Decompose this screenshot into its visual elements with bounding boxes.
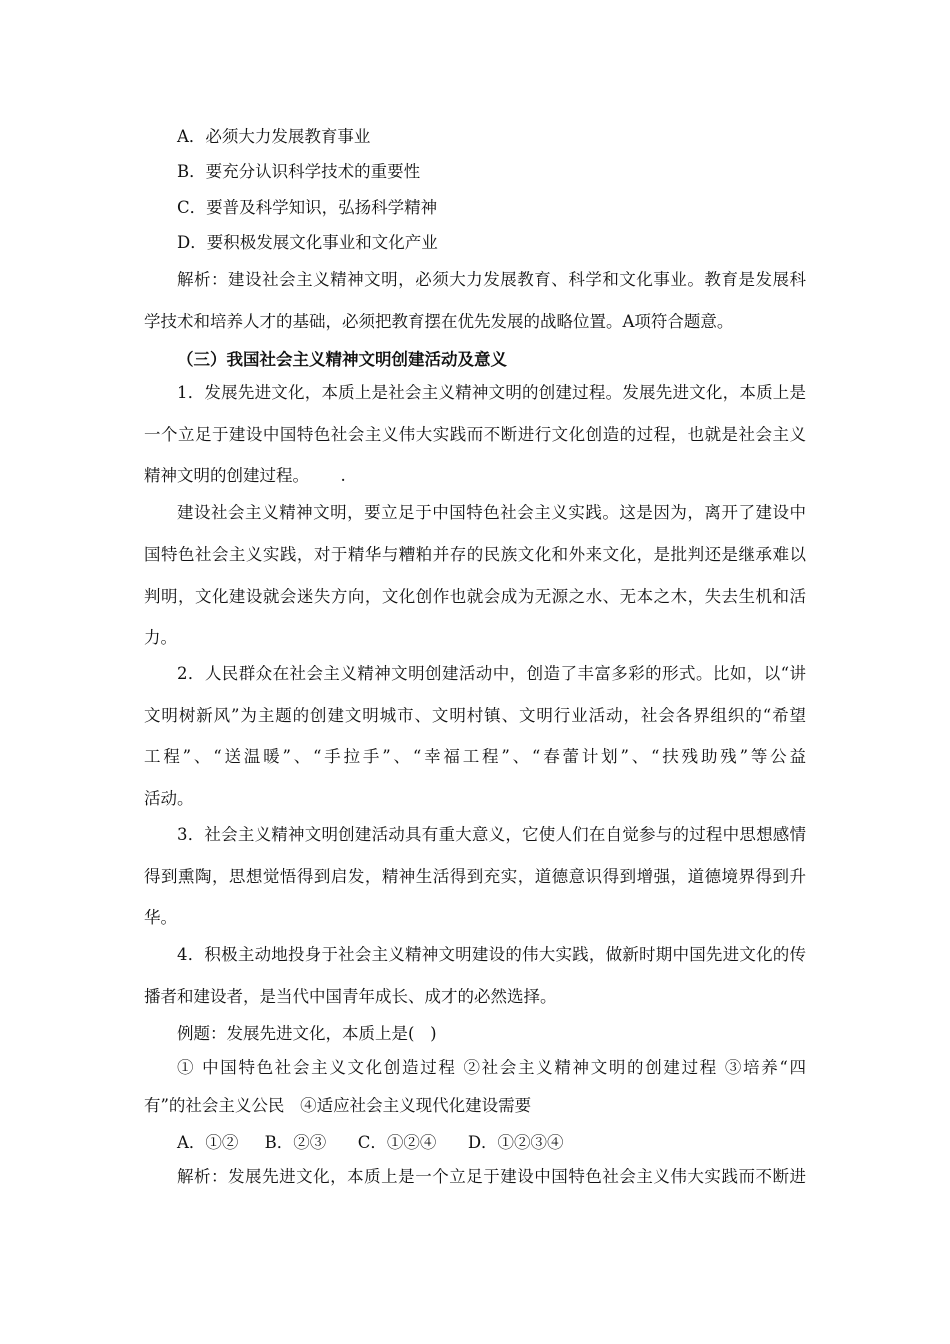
option-b: B．要充分认识科学技术的重要性	[177, 162, 421, 181]
point3-line2: 得到熏陶，思想觉悟得到启发，精神生活得到充实，道德意识得到增强，道德境界得到升	[144, 867, 806, 886]
example-items-line2: 有”的社会主义公民 ④适应社会主义现代化建设需要	[144, 1096, 532, 1115]
analysis2-line1: 解析：发展先进文化，本质上是一个立足于建设中国特色社会主义伟大实践而不断进	[177, 1167, 806, 1186]
practice-line3: 判明，文化建设就会迷失方向，文化创作也就会成为无源之水、无本之木，失去生机和活	[144, 587, 806, 606]
point1-line1: 1．发展先进文化，本质上是社会主义精神文明的创建过程。发展先进文化，本质上是	[177, 383, 806, 402]
practice-line1: 建设社会主义精神文明，要立足于中国特色社会主义实践。这是因为，离开了建设中	[177, 503, 806, 522]
option-d: D．要积极发展文化事业和文化产业	[177, 233, 438, 252]
point2-line4: 活动。	[144, 789, 194, 808]
point2-line2: 文明树新风”为主题的创建文明城市、文明村镇、文明行业活动，社会各界组织的“希望	[144, 706, 806, 725]
practice-line4: 力。	[144, 628, 177, 647]
analysis1-line1: 解析：建设社会主义精神文明，必须大力发展教育、科学和文化事业。教育是发展科	[177, 270, 806, 289]
option-c: C．要普及科学知识，弘扬科学精神	[177, 198, 438, 217]
point1-line3: 精神文明的创建过程。 .	[144, 466, 346, 485]
example-choices: A．①② B．②③ C．①②④ D．①②③④	[177, 1133, 564, 1152]
point3-line3: 华。	[144, 908, 177, 927]
option-a: A．必须大力发展教育事业	[177, 127, 371, 146]
point4-line2: 播者和建设者，是当代中国青年成长、成才的必然选择。	[144, 987, 557, 1006]
example-items-line1: ① 中国特色社会主义文化创造过程 ②社会主义精神文明的创建过程 ③培养“四	[177, 1058, 806, 1077]
point2-line3: 工程”、“送温暖”、“手拉手”、“幸福工程”、“春蕾计划”、“扶残助残”等公益	[144, 747, 806, 766]
point3-line1: 3．社会主义精神文明创建活动具有重大意义，它使人们在自觉参与的过程中思想感情	[177, 825, 806, 844]
section-heading: （三）我国社会主义精神文明创建活动及意义	[177, 350, 507, 369]
practice-line2: 国特色社会主义实践，对于精华与糟粕并存的民族文化和外来文化，是批判还是继承难以	[144, 545, 806, 564]
analysis1-line2: 学技术和培养人才的基础，必须把教育摆在优先发展的战略位置。A项符合题意。	[144, 312, 734, 331]
point2-line1: 2．人民群众在社会主义精神文明创建活动中，创造了丰富多彩的形式。比如，以“讲	[177, 664, 806, 683]
point1-line2: 一个立足于建设中国特色社会主义伟大实践而不断进行文化创造的过程，也就是社会主义	[144, 425, 806, 444]
point4-line1: 4．积极主动地投身于社会主义精神文明建设的伟大实践，做新时期中国先进文化的传	[177, 945, 806, 964]
example-question: 例题：发展先进文化，本质上是( )	[177, 1024, 437, 1043]
